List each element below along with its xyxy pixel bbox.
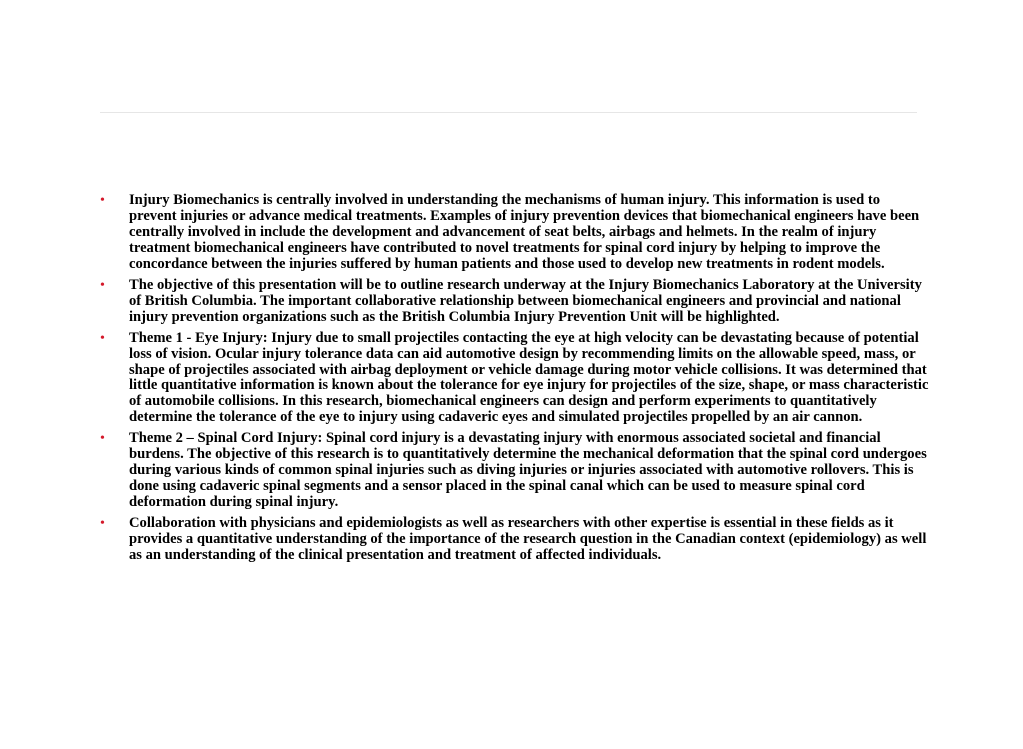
bullet-text: Collaboration with physicians and epidemiologists as well as researchers with other expertise is essential in these fields as it provides a quantitative understanding of the importance of the research question in the Canadian context (epidemiology) as well as an understanding of the clinical presentation and treatment of affected individuals. bbox=[129, 515, 927, 564]
bullet-icon: • bbox=[100, 193, 105, 208]
bullet-item-theme-eye-injury bbox=[100, 331, 930, 427]
bullet-text: Theme 1 - Eye Injury: Injury due to small projectiles contacting the eye at high velocity can be devastating because of potential loss of vision. Ocular injury tolerance data can aid automotive design by recommending limits on the allowable speed, mass, or shape of projectiles associated with airbag deployment or vehicle damage during motor vehicle collisions. It was determined that little quantitative information is known about the tolerance for eye injury for projectiles of the size, shape, or mass characteristic of automobile collisions. In this research, biomechanical engineers can design and perform experiments to quantitatively determine the tolerance of the eye to injury using cadaveric eyes and simulated projectiles propelled by an air cannon. bbox=[129, 329, 929, 426]
bullet-text: Injury Biomechanics is centrally involved in understanding the mechanisms of human injury. This information is used to prevent injuries or advance medical treatments. Examples of injury prevention devices that biomechanical engineers have been centrally involved in include the development and advancement of seat belts, airbags and helmets. In the realm of injury treatment biomechanical engineers have contributed to novel treatments for spinal cord injury by helping to improve the concordance between the injuries suffered by human patients and those used to develop new treatments in rodent models. bbox=[129, 192, 920, 272]
bullet-icon: • bbox=[100, 516, 105, 532]
bullet-icon: • bbox=[100, 431, 105, 447]
bullet-icon: • bbox=[100, 277, 105, 293]
bullet-item-objective bbox=[100, 278, 930, 326]
header-divider bbox=[100, 112, 917, 113]
bullet-item-collaboration bbox=[100, 516, 930, 564]
bullet-item-theme-spinal-cord-injury bbox=[100, 431, 930, 511]
bullet-item-overview bbox=[100, 193, 930, 273]
bullet-text: The objective of this presentation will be to outline research underway at the Injury Biomechanics Laboratory at the University of British Columbia. The important collaborative relationship between biomechanical engineers and provincial and national injury prevention organizations such as the British Columbia Injury Prevention Unit will be highlighted. bbox=[129, 276, 922, 325]
bullet-text: Theme 2 – Spinal Cord Injury: Spinal cord injury is a devastating injury with enormous associated societal and financial burdens. The objective of this research is to quantitatively determine the mechanical deformation that the spinal cord undergoes during various kinds of common spinal injuries such as diving injuries or injuries associated with automotive rollovers. This is done using cadaveric spinal segments and a sensor placed in the spinal canal which can be used to measure spinal cord deformation during spinal injury. bbox=[129, 430, 927, 511]
bullet-list bbox=[100, 193, 930, 569]
bullet-icon: • bbox=[100, 330, 105, 346]
